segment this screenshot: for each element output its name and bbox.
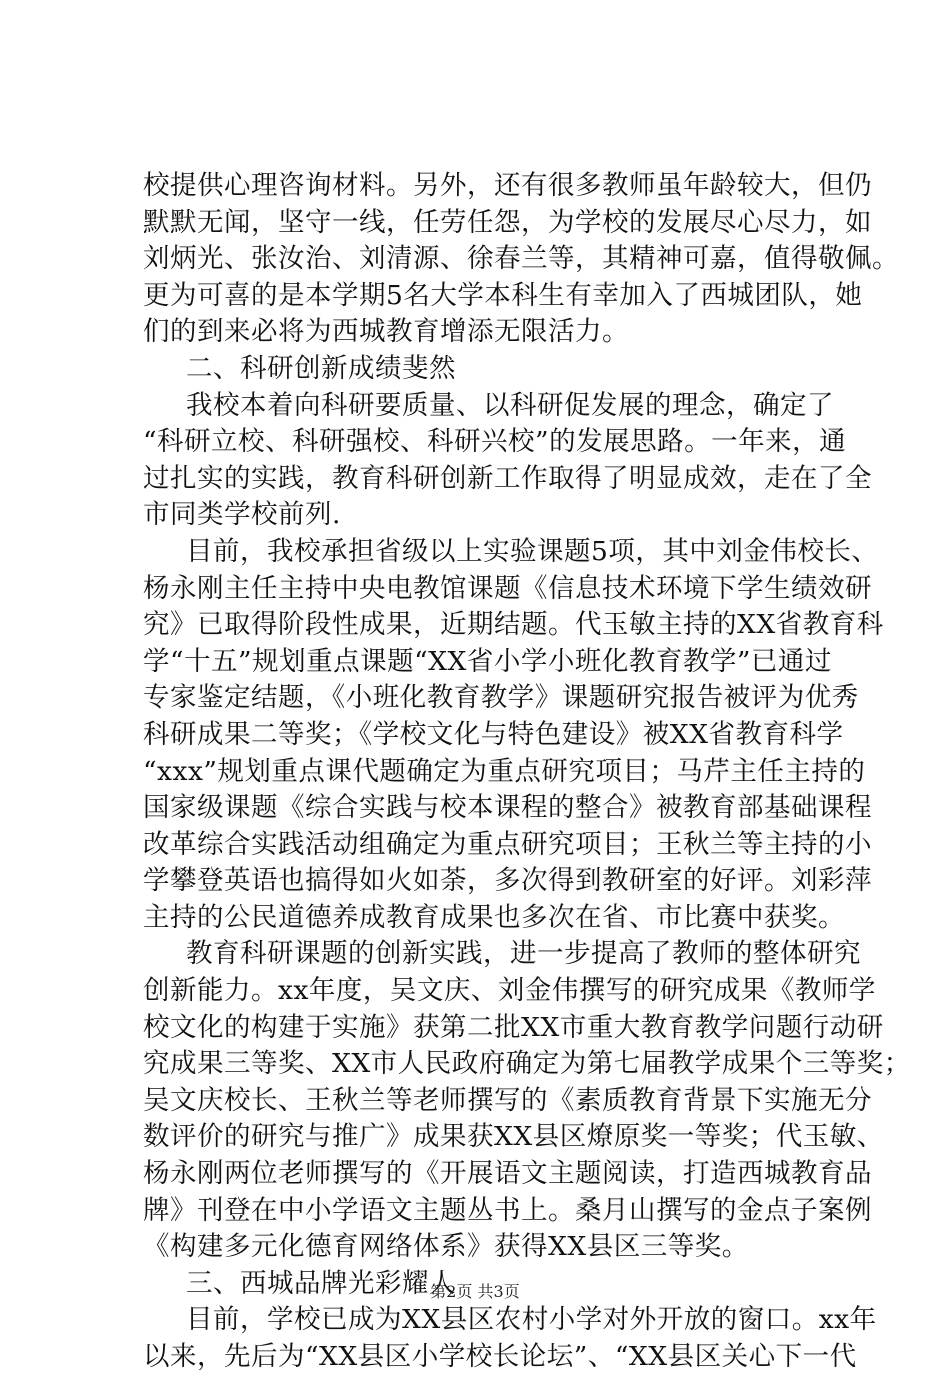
- text-line: 究成果三等奖、XX市人民政府确定为第七届教学成果个三等奖；: [143, 1048, 911, 1080]
- text-line: 们的到来必将为西城教育增添无限活力。: [143, 316, 629, 348]
- text-line: 教育科研课题的创新实践，进一步提高了教师的整体研究: [186, 938, 861, 970]
- text-line: “科研立校、科研强校、科研兴校”的发展思路。一年来，通: [143, 426, 847, 458]
- text-line: 数评价的研究与推广》成果获XX县区燎原奖一等奖；代玉敏、: [143, 1121, 884, 1153]
- text-line: 三、西城品牌光彩耀人: [186, 1267, 456, 1299]
- text-line: 更为可喜的是本学期5名大学本科生有幸加入了西城团队，她: [143, 279, 863, 311]
- text-line: 校提供心理咨询材料。另外，还有很多教师虽年龄较大，但仍: [143, 170, 872, 201]
- text-line: 我校本着向科研要质量、以科研促发展的理念，确定了: [186, 389, 834, 421]
- page-footer: 第2页 共3页: [430, 1282, 520, 1301]
- text-line: 国家级课题《综合实践与校本课程的整合》被教育部基础课程: [143, 792, 872, 824]
- text-line: 二、科研创新成绩斐然: [186, 352, 456, 384]
- text-line: 吴文庆校长、王秋兰等老师撰写的《素质教育背景下实施无分: [143, 1084, 872, 1116]
- text-line: 杨永刚两位老师撰写的《开展语文主题阅读，打造西城教育品: [143, 1158, 872, 1190]
- text-line: 目前，我校承担省级以上实验课题5项，其中刘金伟校长、: [186, 535, 879, 567]
- text-line: 刘炳光、张汝治、刘清源、徐春兰等，其精神可嘉，值得敬佩。: [143, 243, 899, 275]
- text-line: 究》已取得阶段性成果，近期结题。代玉敏主持的XX省教育科: [143, 609, 884, 641]
- text-line: 校文化的构建于实施》获第二批XX市重大教育教学问题行动研: [143, 1011, 884, 1043]
- text-line: 市同类学校前列.: [143, 499, 341, 531]
- text-line: 《构建多元化德育网络体系》获得XX县区三等奖。: [143, 1231, 749, 1263]
- text-line: “xxx”规划重点课代题确定为重点研究项目；马芹主任主持的: [143, 755, 866, 787]
- text-line: 默默无闻，坚守一线，任劳任怨，为学校的发展尽心尽力，如: [143, 206, 872, 238]
- text-line: 改革综合实践活动组确定为重点研究项目；王秋兰等主持的小: [143, 828, 872, 860]
- text-line: 目前，学校已成为XX县区农村小学对外开放的窗口。xx年: [186, 1304, 877, 1336]
- text-line: 专家鉴定结题，《小班化教育教学》课题研究报告被评为优秀: [143, 682, 859, 714]
- text-line: 创新能力。xx年度，吴文庆、刘金伟撰写的研究成果《教师学: [143, 975, 876, 1007]
- text-line: 牌》刊登在中小学语文主题丛书上。桑月山撰写的金点子案例: [143, 1194, 872, 1226]
- text-line: 过扎实的实践，教育科研创新工作取得了明显成效，走在了全: [143, 462, 872, 494]
- document-body: [143, 168, 911, 1376]
- text-line: 科研成果二等奖；《学校文化与特色建设》被XX省教育科学: [143, 718, 844, 750]
- text-line: 主持的公民道德养成教育成果也多次在省、市比赛中获奖。: [143, 901, 845, 933]
- text-line: 杨永刚主任主持中央电教馆课题《信息技术环境下学生绩效研: [143, 572, 872, 604]
- text-line: 学“十五”规划重点课题“XX省小学小班化教育教学”已通过: [143, 645, 832, 677]
- text-line: 学攀登英语也搞得如火如荼，多次得到教研室的好评。刘彩萍: [143, 865, 872, 897]
- text-line: 以来，先后为“XX县区小学校长论坛”、“XX县区关心下一代: [143, 1341, 857, 1372]
